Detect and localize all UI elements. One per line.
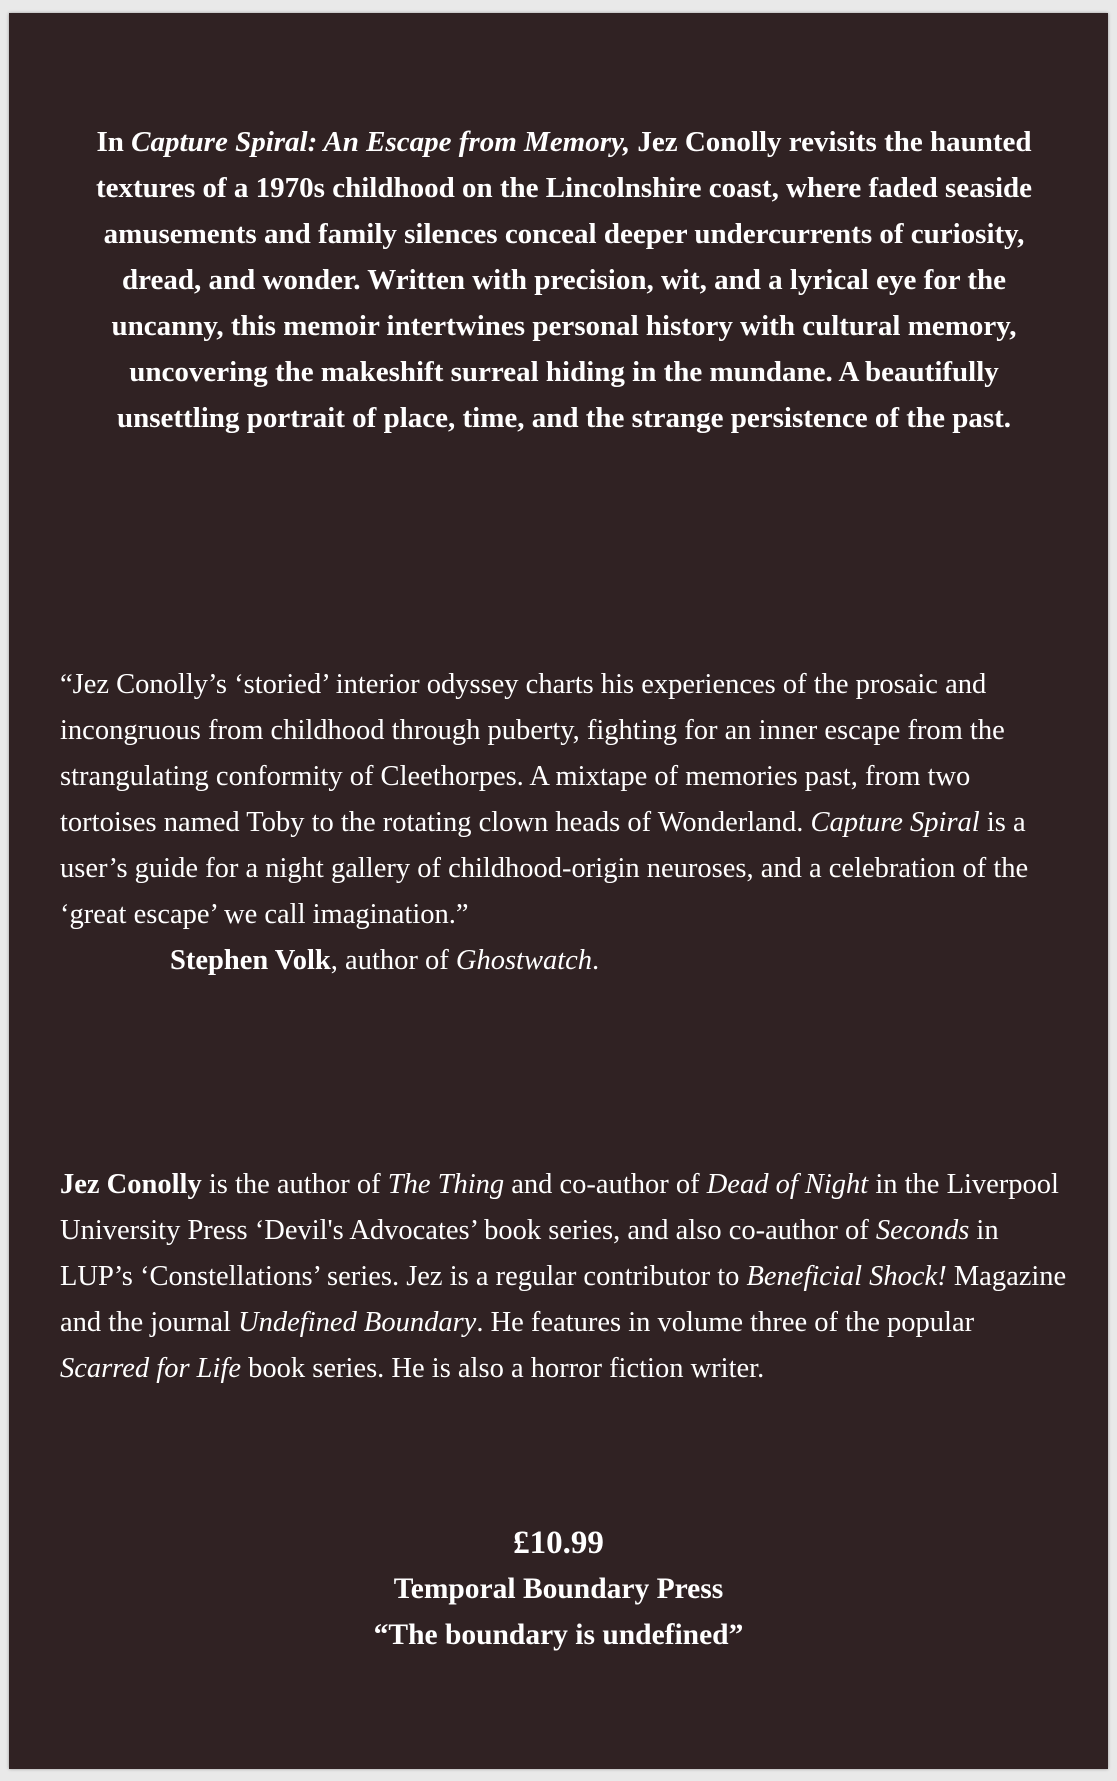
footer-block — [9, 1520, 1108, 1658]
bio-title-5: Undefined Boundary — [238, 1307, 477, 1338]
quote-title: Capture Spiral — [810, 807, 980, 838]
bio-text-2: and co-author of — [504, 1169, 707, 1200]
quote-part-2: is a user’s guide for a night gallery of childhood-origin neuroses, and a celebration of the ‘great escape’ we call imagination.” — [60, 807, 1029, 930]
back-cover — [9, 13, 1108, 1769]
bio-text-6: . He features in volume three of the popular — [476, 1307, 975, 1338]
bio-text-5: Magazine and the journal — [60, 1261, 1067, 1338]
quote-author-mid: , author of — [330, 945, 456, 976]
quote-attribution — [60, 938, 1070, 984]
bio-text-3: in the Liverpool University Press ‘Devil's Advocates’ book series, and also co-author of — [60, 1169, 1059, 1246]
blurb-intro: In — [96, 126, 132, 158]
review-quote — [60, 662, 1070, 984]
bio-title-4: Beneficial Shock! — [746, 1261, 947, 1292]
bio-text-7: book series. He is also a horror fiction writer. — [241, 1353, 765, 1384]
publisher-name: Temporal Boundary Press — [393, 1573, 724, 1605]
book-title: Capture Spiral: An Escape from Memory, — [131, 126, 631, 158]
bio-author-name: Jez Conolly — [60, 1169, 202, 1200]
bio-title-6: Scarred for Life — [60, 1353, 242, 1384]
price: £10.99 — [513, 1525, 604, 1561]
bio-title-2: Dead of Night — [706, 1169, 869, 1200]
quote-author-end: . — [592, 945, 600, 976]
quote-author-name: Stephen Volk — [170, 945, 331, 976]
publisher-tagline: “The boundary is undefined” — [373, 1619, 744, 1651]
quote-part-1: “Jez Conolly’s ‘storied’ interior odyssey charts his experiences of the prosaic and incongruous from childhood through puberty, fighting for an inner escape from the strangulating conformity of Cleethorpes. A mixtape of memories past, from two tortoises named Toby to the rotating clown heads of Wonderland. — [60, 669, 1005, 838]
bio-text-4: in LUP’s ‘Constellations’ series. Jez is a regular contributor to — [60, 1215, 999, 1292]
bio-text-1: is the author of — [201, 1169, 388, 1200]
blurb-paragraph — [69, 119, 1059, 441]
quote-author-work: Ghostwatch — [455, 945, 593, 976]
author-bio — [60, 1162, 1070, 1392]
bio-title-3: Seconds — [875, 1215, 970, 1246]
bio-title-1: The Thing — [387, 1169, 505, 1200]
quote-text — [60, 662, 1070, 938]
blurb-body: Jez Conolly revisits the haunted textures of a 1970s childhood on the Lincolnshire coast, where faded seaside amusements and family silences conceal deeper undercurrents of curiosity, dread, and wonder. Written with precision, wit, and a lyrical eye for the uncanny, this memoir intertwines personal history with cultural memory, uncovering the makeshift surreal hiding in the mundane. A beautifully unsettling portrait of place, time, and the strange persistence of the past. — [95, 126, 1033, 434]
